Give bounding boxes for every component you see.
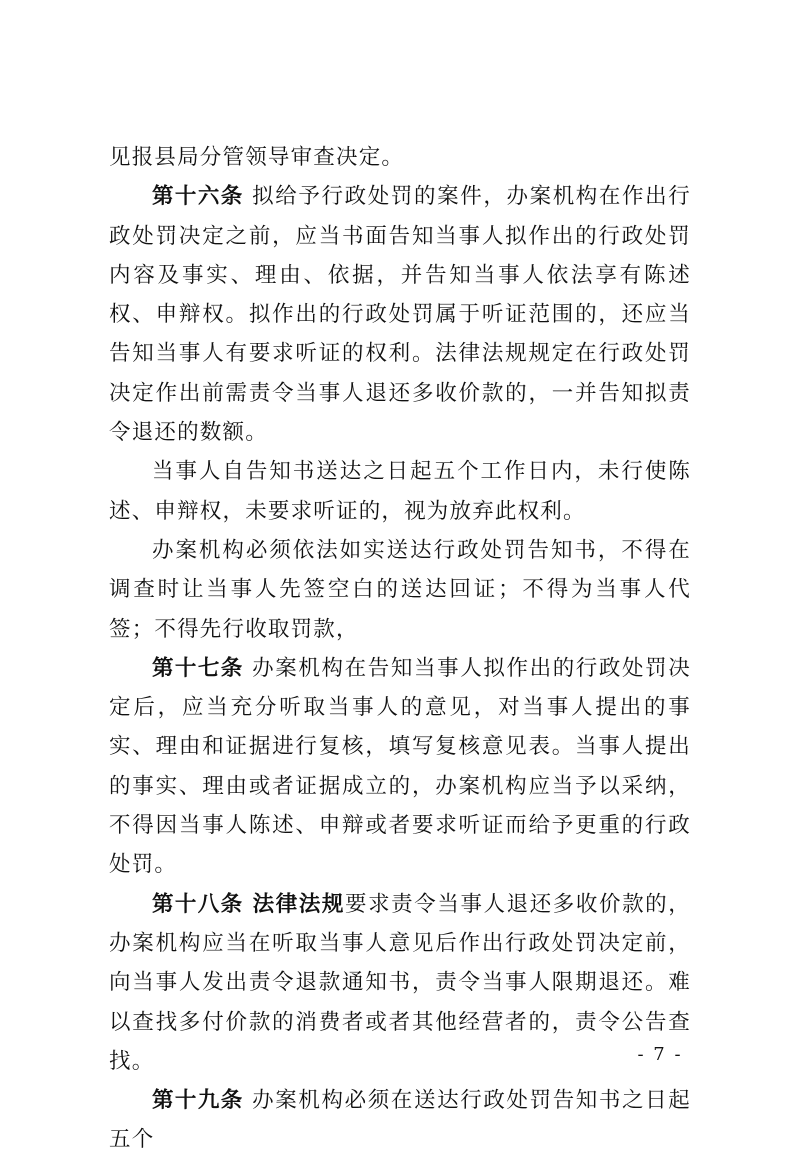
article-number: 第十八条	[152, 891, 244, 917]
paragraph-text: 见报县局分管领导审查决定。	[109, 145, 405, 170]
paragraph	[109, 531, 691, 649]
paragraph-text: 办案机构必须在送达行政处罚告知书之日起五个	[109, 1088, 691, 1153]
article-17-paragraph	[109, 649, 691, 885]
paragraph-text: 拟给予行政处罚的案件，办案机构在作出行政处罚决定之前，应当书面告知当事人拟作出的行政处罚内容及事实、理由、依据，并告知当事人依法享有陈述权、申辩权。拟作出的行政处罚属于听证范围的，还应当告知当事人有要求听证的权利。法律法规规定在行政处罚决定作出前需责令当事人退还多收价款的，一并告知拟责令退还的数额。	[109, 184, 691, 446]
article-number: 第十九条	[152, 1088, 244, 1114]
paragraph-text: 办案机构在告知当事人拟作出的行政处罚决定后，应当充分听取当事人的意见，对当事人提出的事实、理由和证据进行复核，填写复核意见表。当事人提出的事实、理由或者证据成立的，办案机构应当予以采纳，不得因当事人陈述、申辩或者要求听证而给予更重的行政处罚。	[109, 655, 691, 878]
paragraph-text: 要求责令当事人退还多收价款的，办案机构应当在听取当事人意见后作出行政处罚决定前，向当事人发出责令退款通知书，责令当事人限期退还。难以查找多付价款的消费者或者其他经营者的，责令公告查找。	[109, 891, 691, 1074]
bold-phrase: 法律法规	[243, 891, 345, 917]
document-body	[109, 138, 691, 1160]
article-number: 第十六条	[152, 184, 244, 210]
article-19-paragraph	[109, 1081, 691, 1160]
paragraph	[109, 452, 691, 531]
article-16-paragraph	[109, 177, 691, 452]
article-number: 第十七条	[152, 655, 244, 681]
paragraph-text: 办案机构必须依法如实送达行政处罚告知书，不得在调查时让当事人先签空白的送达回证；不得为当事人代签；不得先行收取罚款，	[109, 537, 691, 642]
article-18-paragraph	[109, 885, 691, 1081]
paragraph-text: 当事人自告知书送达之日起五个工作日内，未行使陈述、申辩权，未要求听证的，视为放弃此权利。	[109, 459, 691, 524]
page-number: - 7 -	[637, 1044, 683, 1065]
paragraph-continuation	[109, 138, 691, 177]
